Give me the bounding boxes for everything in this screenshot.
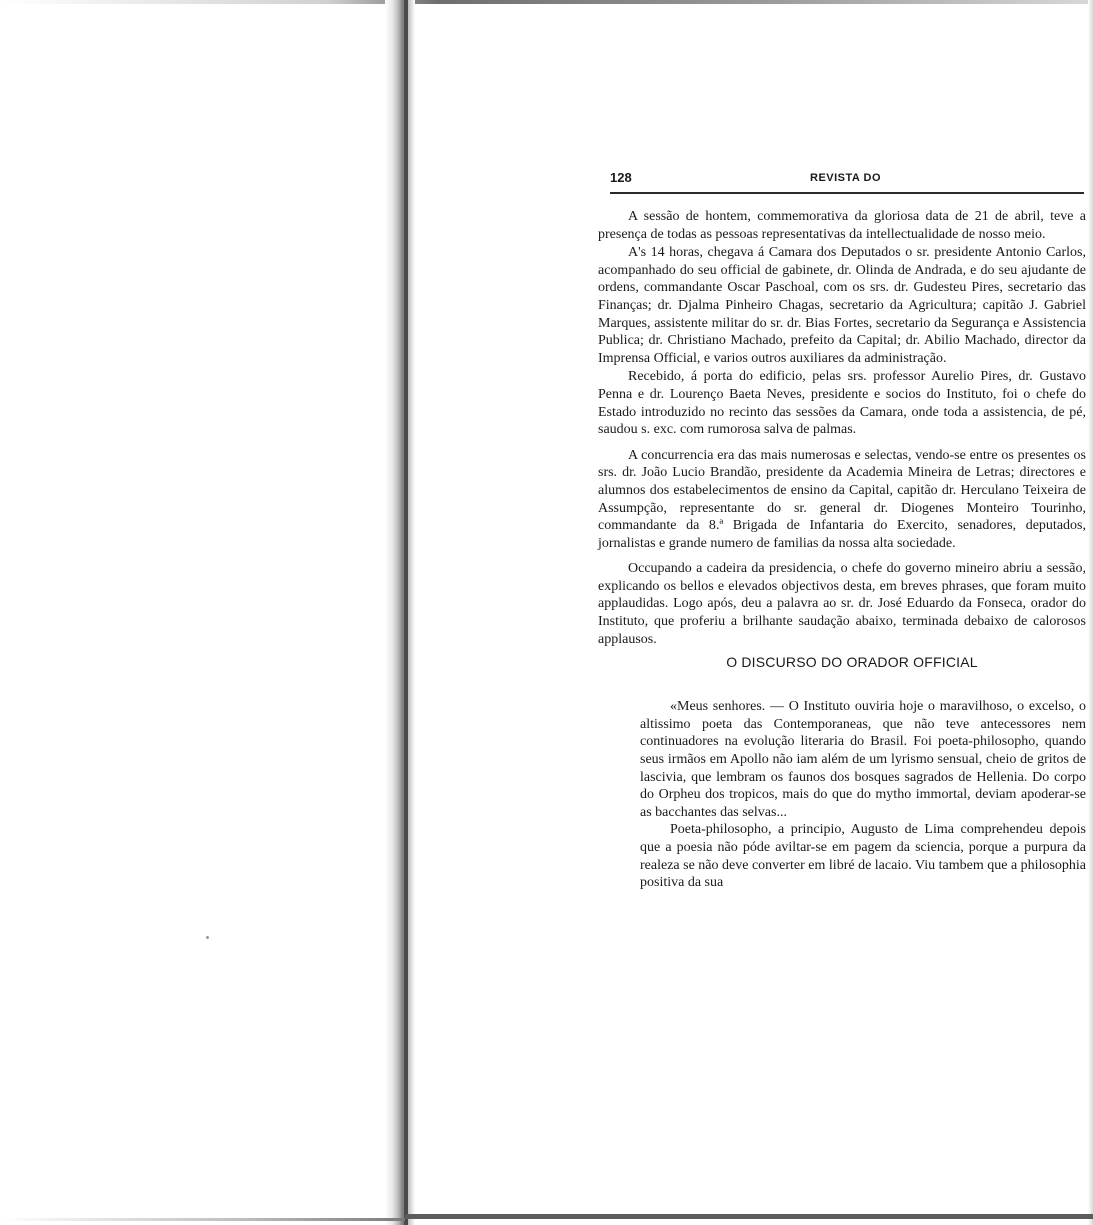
paragraph-session-opening: A sessão de hontem, commemorativa da gloriosa data de 21 de abril, teve a presença de todas as pessoas representativas da intellectualidade de nosso meio. — [598, 209, 1086, 242]
running-head — [598, 168, 1086, 186]
paragraph-attendance: A concurrencia era das mais numerosas e selectas, vendo-se entre os presentes os srs. dr. João Lucio Brandão, presidente da Academia Mineira de Letras; directores e alumnos dos estabelecimentos de ensino da Capital, capitão dr. Herculano Teixeira de Assumpção, representante do sr. general dr. Diogenes Monteiro Tourinho, commandante da 8.ª Brigada de Infantaria do Exercito, senadores, deputados, jornalistas e grande numero de familias da nossa alta sociedade. — [598, 447, 1086, 551]
scan-top-edge — [0, 0, 1093, 4]
section-heading: O DISCURSO DO ORADOR OFFICIAL — [726, 654, 978, 671]
speech-body — [598, 698, 1086, 892]
paragraph-arrival: A's 14 horas, chegava á Camara dos Deputados o sr. presidente Antonio Carlos, acompanhado do seu official de gabinete, dr. Olinda de Andrada, e do seu ajudante de ordens, commandante Oscar Paschoal, com os srs. dr. Gudesteu Pires, secretario das Finanças; dr. Djalma Pinheiro Chagas, secretario da Agricultura; capitão J. Gabriel Marques, assistente militar do sr. dr. Bias Fortes, secretario da Segurança e Assistencia Publica; dr. Christiano Machado, prefeito da Capital; dr. Abilio Machado, director da Imprensa Official, e varios outros auxiliares da administração. — [598, 245, 1086, 366]
journal-title: REVISTA DO — [810, 172, 882, 184]
speech-paragraph-opening: «Meus senhores. — O Instituto ouviria hoje o maravilhoso, o excelso, o altissimo poeta das Contemporaneas, que não teve antecessores nem continuadores na evolução literaria do Brasil. Foi poeta-philosopho, quando seus irmãos em Apollo não iam além de um lyrismo sensual, cheio de gritos de lascivia, que lembram os faunos dos bosques sagrados de Hellenia. Do corpo do Orpheu dos tropicos, mais do que do mytho immortal, deviam apoderar-se as bacchantes das selvas... — [640, 699, 1086, 820]
page-number: 128 — [610, 170, 632, 185]
article-body — [598, 208, 1086, 648]
paragraph-reception: Recebido, á porta do edificio, pelas srs. professor Aurelio Pires, dr. Gustavo Penna e dr. Lourenço Baeta Neves, presidente e socios do Instituto, foi o chefe do Estado introduzido no recinto das sessões da Camara, onde toda a assistencia, de pé, saudou s. exc. com rumorosa salva de palmas. — [598, 369, 1086, 438]
page-bottom-edge — [405, 1214, 1093, 1219]
book-spine-line — [404, 0, 408, 1225]
scan-bottom-left-edge — [0, 1218, 405, 1221]
page-right-edge — [1088, 0, 1093, 1225]
book-gutter-shadow — [385, 0, 415, 1225]
document-page — [598, 168, 1086, 892]
paragraph-presidency: Occupando a cadeira da presidencia, o chefe do governo mineiro abriu a sessão, explicando os bellos e elevados objectivos desta, em breves phrases, que foram muito applaudidas. Logo após, deu a palavra ao sr. dr. José Eduardo da Fonseca, orador do Instituto, que proferiu a brilhante saudação abaixo, terminada debaixo de calorosos applausos. — [598, 561, 1086, 647]
speech-paragraph-philosopher: Poeta-philosopho, a principio, Augusto de Lima comprehendeu depois que a poesia não póde aviltar-se em pagem da sciencia, porque a purpura da realeza se não deve converter em libré de lacaio. Viu tambem que a philosophia positiva da sua — [640, 822, 1086, 891]
header-rule — [610, 192, 1084, 194]
scan-speck — [206, 936, 209, 939]
